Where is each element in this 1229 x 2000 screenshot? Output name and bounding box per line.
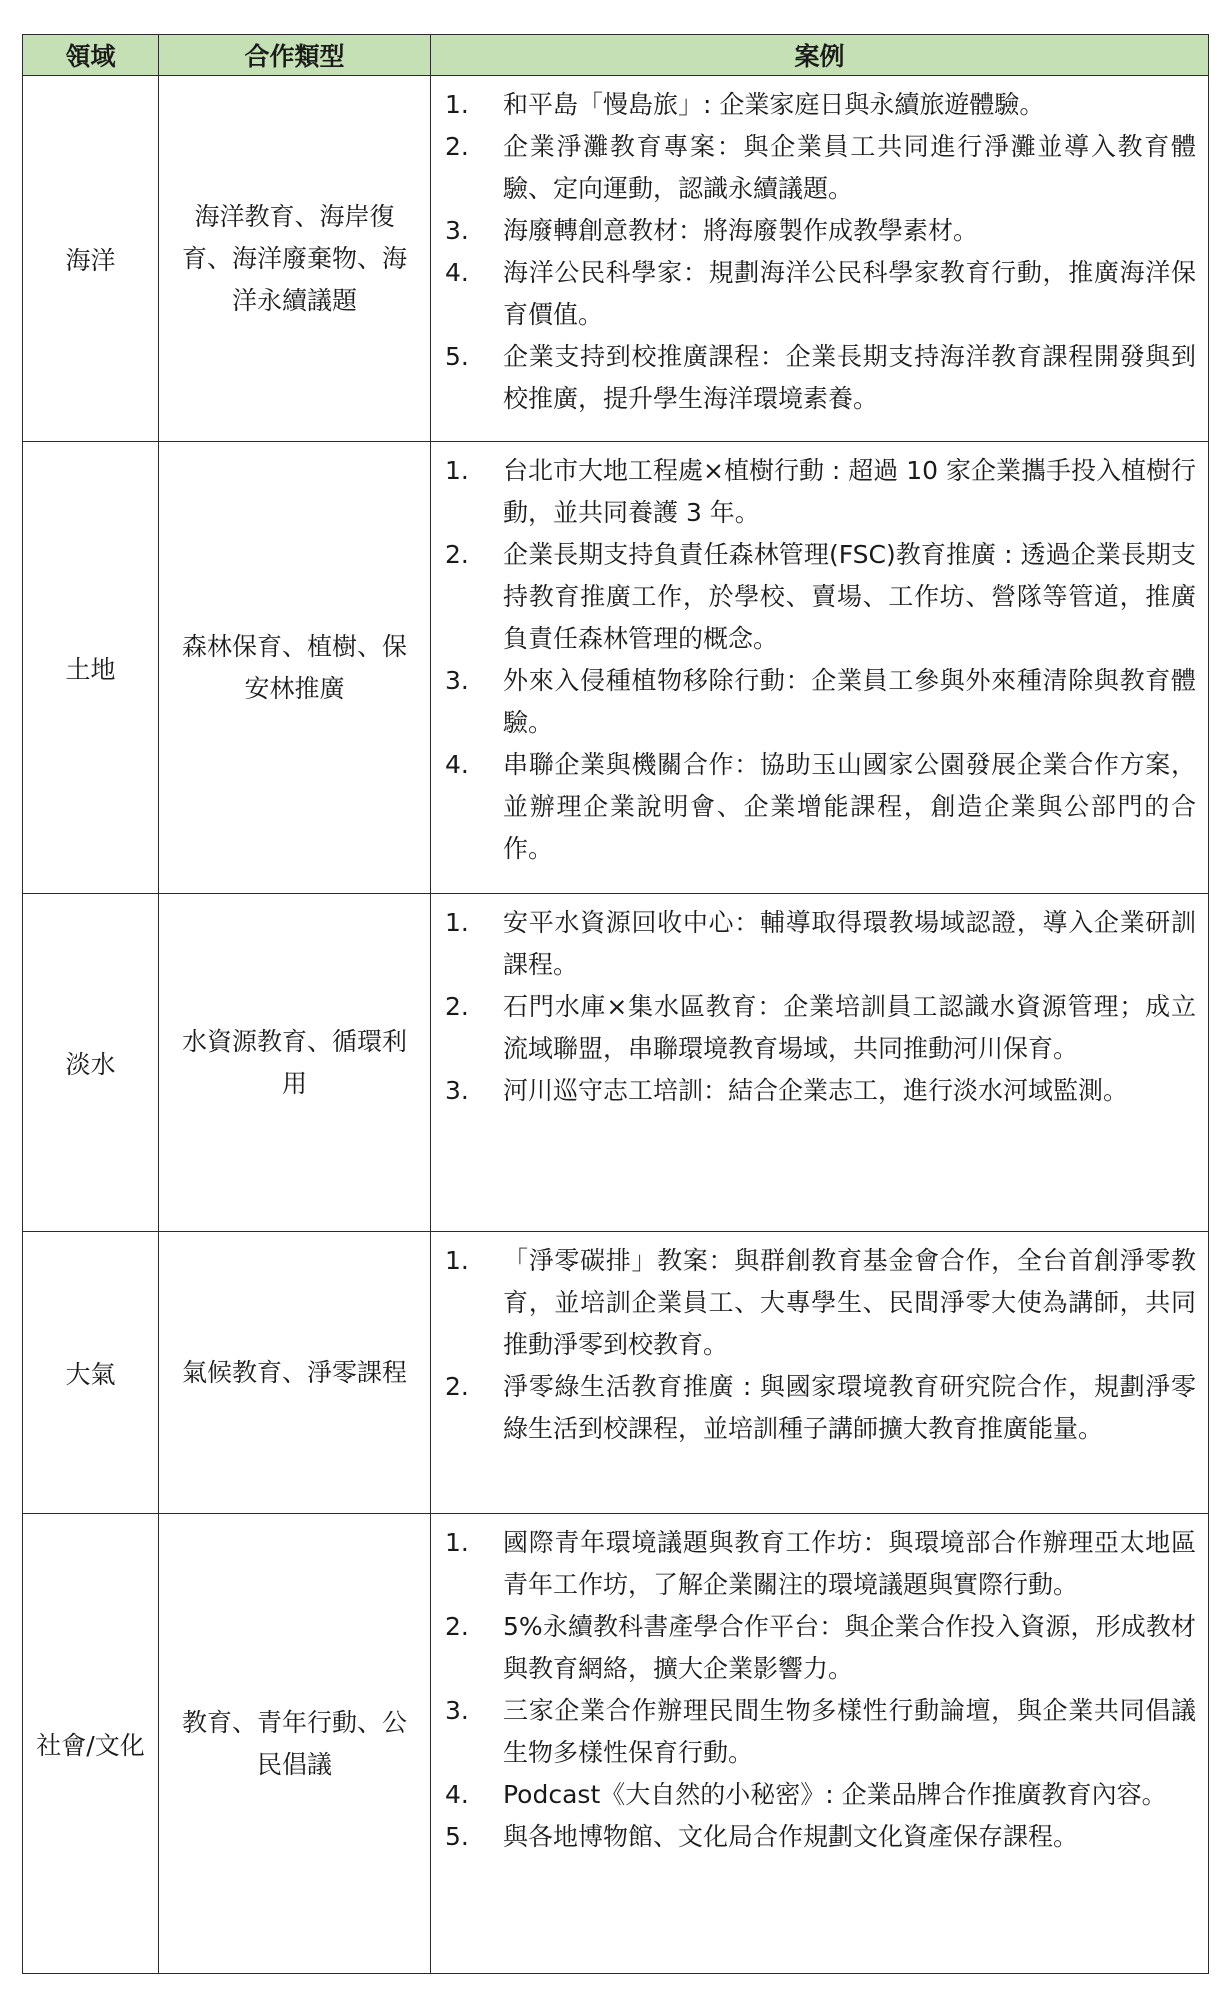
case-text: 企業長期支持負責任森林管理(FSC)教育推廣 : 透過企業長期支持教育推廣工作，於學校、賣場、工作坊、營隊等管道，推廣負責任森林管理的概念。: [503, 540, 1196, 653]
case-number: 1.: [445, 1528, 469, 1557]
case-text: 石門水庫×集水區教育：企業培訓員工認識水資源管理；成立流域聯盟，串聯環境教育場域，共同推動河川保育。: [503, 992, 1196, 1063]
field-cell: 海洋: [23, 76, 159, 442]
case-number: 3.: [445, 1696, 469, 1725]
case-number: 4.: [445, 258, 469, 287]
case-item: [445, 210, 1196, 252]
case-number: 2.: [445, 1612, 469, 1641]
case-text: 海廢轉創意教材：將海廢製作成教學素材。: [503, 216, 979, 245]
case-item: [445, 902, 1196, 986]
case-list: [445, 84, 1196, 420]
case-number: 4.: [445, 1780, 469, 1809]
case-number: 2.: [445, 132, 469, 161]
case-item: [445, 336, 1196, 420]
case-text: 外來入侵種植物移除行動：企業員工參與外來種清除與教育體驗。: [503, 666, 1196, 737]
table-row: [23, 1514, 1209, 1974]
case-text: 河川巡守志工培訓：結合企業志工，進行淡水河域監測。: [503, 1076, 1129, 1105]
case-list: [445, 1522, 1196, 1858]
type-cell: 水資源教育、循環利用: [159, 894, 431, 1232]
case-number: 1.: [445, 1246, 469, 1275]
header-cases: 案例: [431, 35, 1209, 76]
cases-cell: [431, 442, 1209, 894]
cooperation-table: [22, 34, 1209, 1974]
cases-cell: [431, 1232, 1209, 1514]
case-item: [445, 84, 1196, 126]
table-row: [23, 1232, 1209, 1514]
case-text: 安平水資源回收中心：輔導取得環教場域認證，導入企業研訓課程。: [503, 908, 1196, 979]
case-text: 淨零綠生活教育推廣 : 與國家環境教育研究院合作，規劃淨零綠生活到校課程，並培訓種子講師擴大教育推廣能量。: [503, 1372, 1196, 1443]
case-number: 1.: [445, 90, 469, 119]
case-text: 企業淨灘教育專案：與企業員工共同進行淨灘並導入教育體驗、定向運動，認識永續議題。: [503, 132, 1196, 203]
field-cell: 大氣: [23, 1232, 159, 1514]
case-number: 3.: [445, 216, 469, 245]
case-text: 三家企業合作辦理民間生物多樣性行動論壇，與企業共同倡議生物多樣性保育行動。: [503, 1696, 1196, 1767]
case-text: 和平島「慢島旅」: 企業家庭日與永續旅遊體驗。: [503, 90, 1045, 119]
case-item: [445, 1816, 1196, 1858]
case-item: [445, 1366, 1196, 1450]
case-number: 2.: [445, 540, 469, 569]
table-row: [23, 442, 1209, 894]
case-item: [445, 1070, 1196, 1112]
type-cell: 海洋教育、海岸復育、海洋廢棄物、海洋永續議題: [159, 76, 431, 442]
case-number: 3.: [445, 666, 469, 695]
case-item: [445, 126, 1196, 210]
case-number: 4.: [445, 750, 469, 779]
header-field: 領域: [23, 35, 159, 76]
field-cell: 社會/文化: [23, 1514, 159, 1974]
case-list: [445, 1240, 1196, 1450]
case-text: 與各地博物館、文化局合作規劃文化資產保存課程。: [503, 1822, 1079, 1851]
case-number: 5.: [445, 1822, 469, 1851]
case-text: 5%永續教科書產學合作平台：與企業合作投入資源，形成教材與教育網絡，擴大企業影響力。: [503, 1612, 1196, 1683]
table-row: [23, 76, 1209, 442]
field-cell: 淡水: [23, 894, 159, 1232]
case-text: 台北市大地工程處×植樹行動 : 超過 10 家企業攜手投入植樹行動，並共同養護 3 年。: [503, 456, 1196, 527]
case-item: [445, 1690, 1196, 1774]
case-item: [445, 1522, 1196, 1606]
case-text: Podcast《大自然的小秘密》: 企業品牌合作推廣教育內容。: [503, 1780, 1167, 1809]
case-number: 1.: [445, 908, 469, 937]
case-text: 「淨零碳排」教案：與群創教育基金會合作，全台首創淨零教育，並培訓企業員工、大專學生、民間淨零大使為講師，共同推動淨零到校教育。: [503, 1246, 1196, 1359]
cases-cell: [431, 76, 1209, 442]
case-item: [445, 534, 1196, 660]
case-number: 1.: [445, 456, 469, 485]
case-number: 2.: [445, 1372, 469, 1401]
case-number: 5.: [445, 342, 469, 371]
case-text: 海洋公民科學家：規劃海洋公民科學家教育行動，推廣海洋保育價值。: [503, 258, 1196, 329]
cases-cell: [431, 1514, 1209, 1974]
case-text: 國際青年環境議題與教育工作坊：與環境部合作辦理亞太地區青年工作坊，了解企業關注的環境議題與實際行動。: [503, 1528, 1196, 1599]
case-item: [445, 1240, 1196, 1366]
type-cell: 教育、青年行動、公民倡議: [159, 1514, 431, 1974]
case-item: [445, 744, 1196, 870]
case-item: [445, 1606, 1196, 1690]
header-type: 合作類型: [159, 35, 431, 76]
case-text: 串聯企業與機關合作：協助玉山國家公園發展企業合作方案，並辦理企業說明會、企業增能課程，創造企業與公部門的合作。: [503, 750, 1196, 863]
cases-cell: [431, 894, 1209, 1232]
case-list: [445, 902, 1196, 1112]
case-item: [445, 1774, 1196, 1816]
header-row: [23, 35, 1209, 76]
case-number: 3.: [445, 1076, 469, 1105]
case-item: [445, 660, 1196, 744]
type-cell: 森林保育、植樹、保安林推廣: [159, 442, 431, 894]
table-row: [23, 894, 1209, 1232]
field-cell: 土地: [23, 442, 159, 894]
case-text: 企業支持到校推廣課程：企業長期支持海洋教育課程開發與到校推廣，提升學生海洋環境素養。: [503, 342, 1196, 413]
case-item: [445, 986, 1196, 1070]
case-item: [445, 252, 1196, 336]
case-list: [445, 450, 1196, 870]
case-number: 2.: [445, 992, 469, 1021]
type-cell: 氣候教育、淨零課程: [159, 1232, 431, 1514]
case-item: [445, 450, 1196, 534]
